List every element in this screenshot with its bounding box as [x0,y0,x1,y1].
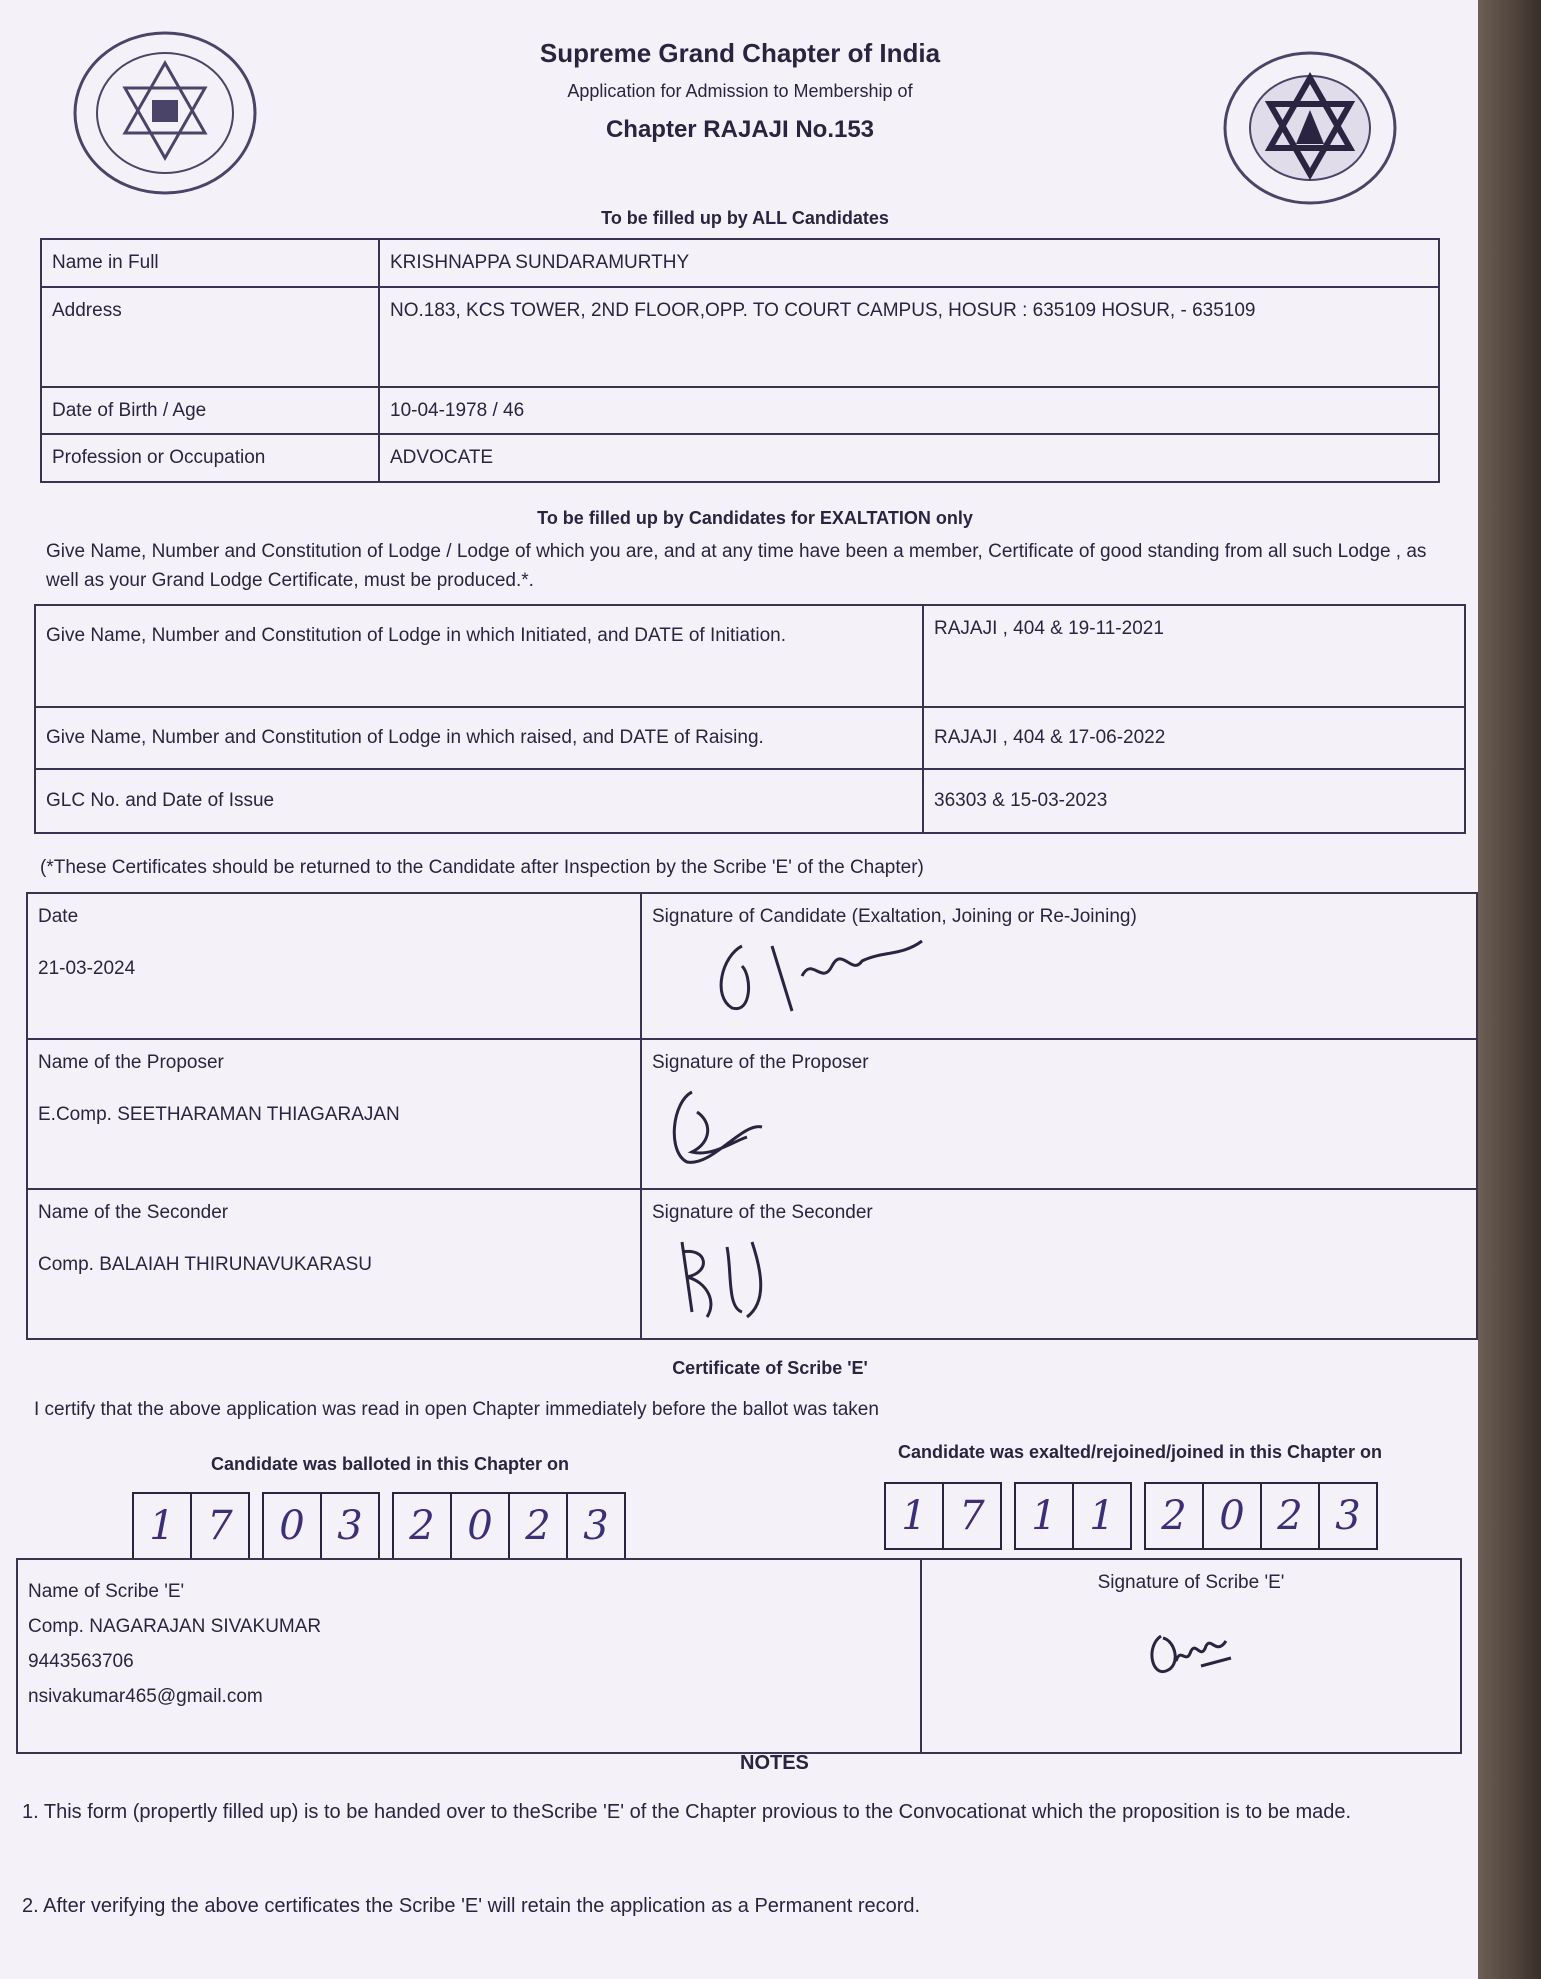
table-row [41,387,1439,435]
signatures-table [26,892,1478,1340]
table-row [35,605,1465,707]
address-label: Address [41,287,379,387]
table-row [41,287,1439,387]
raising-label: Give Name, Number and Constitution of Lodge in which raised, and DATE of Raising. [35,707,923,769]
exalted-year [1144,1482,1378,1550]
digit-box: 2 [394,1494,452,1558]
scribe-phone: 9443563706 [28,1651,134,1673]
form-header [420,38,1060,144]
proposer-label: Name of the Proposer [38,1052,224,1073]
table-row [41,434,1439,482]
notes-heading: NOTES [740,1752,809,1774]
glc-value: 36303 & 15-03-2023 [923,769,1465,833]
certificates-footnote: (*These Certificates should be returned to the Candidate after Inspection by the Scribe 'E' of the Chapter) [40,857,924,878]
address-value: NO.183, KCS TOWER, 2ND FLOOR,OPP. TO COURT CAMPUS, HOSUR : 635109 HOSUR, - 635109 [379,287,1439,387]
digit-box: 7 [959,1493,985,1539]
digit-box: 1 [886,1484,944,1548]
digit-box: 2 [1146,1484,1204,1548]
seconder-label: Name of the Seconder [38,1202,229,1223]
proposer-name: E.Comp. SEETHARAMAN THIAGARAJAN [38,1103,400,1125]
balloted-date-boxes [132,1492,638,1560]
table-row [27,1039,1477,1189]
date-value: 21-03-2024 [38,957,136,979]
scribe-name: Comp. NAGARAJAN SIVAKUMAR [28,1616,322,1638]
proposer-cell [27,1039,641,1189]
section-all-title: To be filled up by ALL Candidates [601,208,889,228]
candidate-signature [652,936,932,1016]
note-item: 1. This form (propertly filled up) is to be handed over to theScribe 'E' of the Chapter provious to the Convocationat which the proposition is to be made. [22,1801,1352,1823]
exaltation-instruction: Give Name, Number and Constitution of Lodge / Lodge of which you are, and at any time have been a member, Certificate of good standing from all such Lodge , as well as your Grand Lodge Certificate, must be produced.*. [46,541,1427,591]
dob-value: 10-04-1978 / 46 [379,387,1439,435]
chapter-name: Chapter RAJAJI No.153 [605,116,875,143]
certificate-title: Certificate of Scribe 'E' [672,1358,868,1378]
table-row [35,707,1465,769]
exalted-label: Candidate was exalted/rejoined/joined in this Chapter on [897,1442,1383,1462]
supreme-grand-chapter-seal [70,28,260,198]
seconder-signature-cell [641,1189,1477,1339]
digit-box: 2 [1262,1484,1320,1548]
digit-box: 1 [1089,1493,1115,1539]
scribe-signature-label: Signature of Scribe 'E' [1097,1572,1285,1593]
digit-box: 0 [264,1494,322,1558]
candidate-details-table [40,238,1440,483]
balloted-month [262,1492,380,1560]
organization-title: Supreme Grand Chapter of India [539,38,941,68]
digit-box: 1 [1016,1484,1074,1548]
exalted-date-boxes [884,1482,1390,1550]
table-row [35,769,1465,833]
seconder-cell [27,1189,641,1339]
digit-box: 1 [134,1494,192,1558]
seconder-name: Comp. BALAIAH THIRUNAVUKARASU [38,1253,372,1275]
certificate-statement: I certify that the above application was read in open Chapter immediately before the ballot was taken [34,1399,879,1420]
scribe-name-label: Name of Scribe 'E' [28,1581,185,1602]
note-item: 2. After verifying the above certificates the Scribe 'E' will retain the application as a Permanent record. [22,1895,921,1917]
table-row [27,1189,1477,1339]
exalted-month [1014,1482,1132,1550]
exalted-day [884,1482,1002,1550]
proposer-signature-label: Signature of the Proposer [652,1052,869,1073]
digit-box: 3 [583,1503,609,1549]
raising-value: RAJAJI , 404 & 17-06-2022 [923,707,1465,769]
profession-label: Profession or Occupation [41,434,379,482]
seconder-signature-label: Signature of the Seconder [652,1202,873,1223]
name-label: Name in Full [41,239,379,287]
candidate-signature-label: Signature of Candidate (Exaltation, Joining or Re-Joining) [652,906,1137,927]
proposer-signature [652,1082,772,1172]
regional-grand-chapter-seal [1220,48,1400,208]
scribe-signature-cell [921,1559,1461,1753]
date-label: Date [38,906,79,927]
balloted-year [392,1492,626,1560]
date-cell [27,893,641,1039]
initiation-value: RAJAJI , 404 & 19-11-2021 [923,605,1465,707]
digit-box: 0 [452,1494,510,1558]
digit-box: 3 [1335,1493,1361,1539]
proposer-signature-cell [641,1039,1477,1189]
digit-box: 2 [510,1494,568,1558]
name-value: KRISHNAPPA SUNDARAMURTHY [379,239,1439,287]
candidate-signature-cell [641,893,1477,1039]
section-exaltation-title: To be filled up by Candidates for EXALTATION only [537,508,973,528]
scribe-email: nsivakumar465@gmail.com [28,1686,263,1708]
profession-value: ADVOCATE [379,434,1439,482]
digit-box: 3 [337,1503,363,1549]
glc-label: GLC No. and Date of Issue [35,769,923,833]
dob-label: Date of Birth / Age [41,387,379,435]
balloted-label: Candidate was balloted in this Chapter on [210,1454,570,1474]
table-row [17,1559,1461,1753]
scribe-table [16,1558,1462,1754]
scribe-details-cell [17,1559,921,1753]
balloted-day [132,1492,250,1560]
table-row [27,893,1477,1039]
digit-box: 0 [1204,1484,1262,1548]
digit-box: 7 [207,1503,233,1549]
table-surface-edge [1478,0,1541,1979]
scribe-signature [1141,1616,1241,1686]
initiation-label: Give Name, Number and Constitution of Lodge in which Initiated, and DATE of Initiation. [35,605,923,707]
lodge-details-table [34,604,1466,834]
form-subtitle: Application for Admission to Membership of [567,81,913,101]
seconder-signature [652,1232,792,1322]
table-row [41,239,1439,287]
